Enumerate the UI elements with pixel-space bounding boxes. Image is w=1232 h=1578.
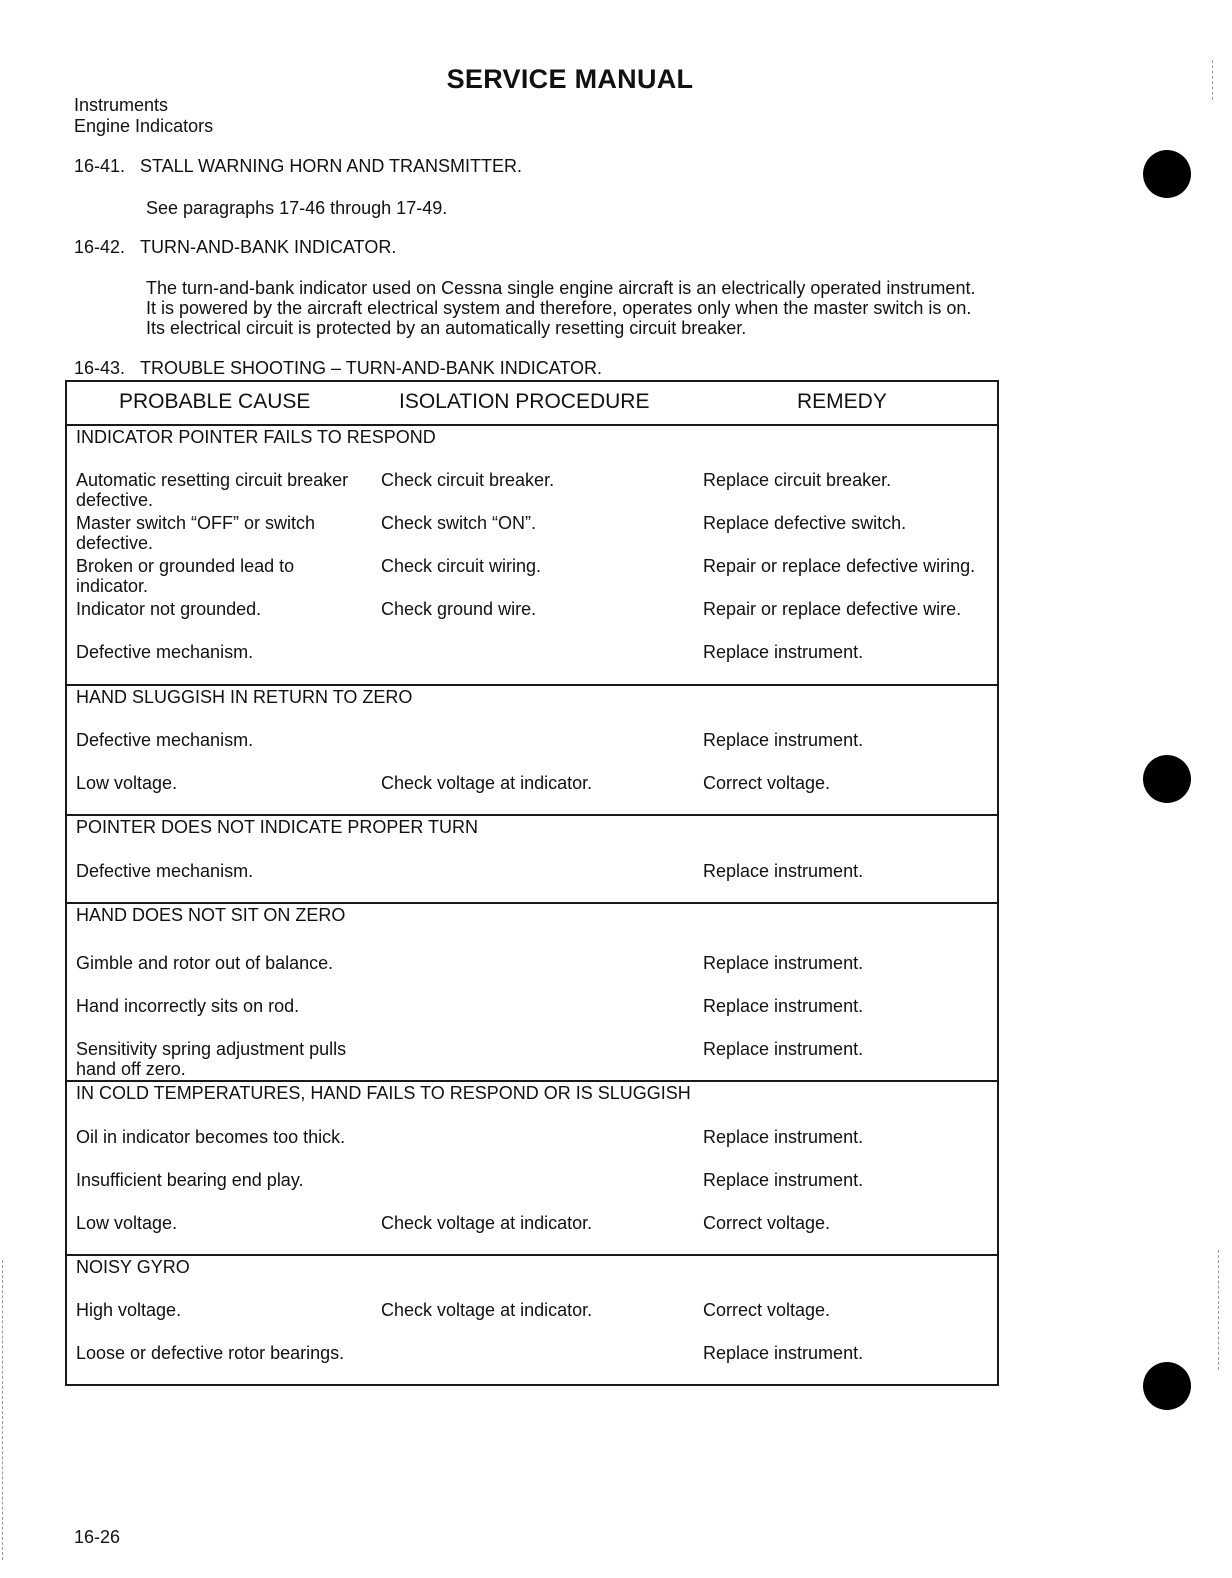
- cause-cell: Defective mechanism.: [76, 730, 254, 750]
- paragraph-heading: STALL WARNING HORN AND TRANSMITTER.: [140, 156, 523, 176]
- section-title: HAND DOES NOT SIT ON ZERO: [76, 905, 346, 925]
- section-divider: [67, 1080, 997, 1082]
- breadcrumb-section: Instruments: [74, 95, 169, 115]
- paragraph-heading: TURN-AND-BANK INDICATOR.: [140, 237, 397, 257]
- section-divider: [67, 684, 997, 686]
- cause-cell: Oil in indicator becomes too thick.: [76, 1127, 346, 1147]
- section-title: IN COLD TEMPERATURES, HAND FAILS TO RESPOND OR IS SLUGGISH: [76, 1083, 691, 1103]
- cause-cell: Defective mechanism.: [76, 861, 254, 881]
- page-title: SERVICE MANUAL: [446, 64, 694, 94]
- breadcrumb-subsection: Engine Indicators: [74, 116, 214, 136]
- cause-cell: Automatic resetting circuit breaker defective.: [76, 470, 349, 510]
- column-header-remedy: REMEDY: [797, 390, 887, 413]
- paragraph-heading-16-42: [74, 237, 396, 258]
- body-line: It is powered by the aircraft electrical system and therefore, operates only when the master switch is on.: [146, 298, 972, 318]
- binder-hole-icon: [1143, 1362, 1191, 1410]
- cause-cell: High voltage.: [76, 1300, 182, 1320]
- section-title: POINTER DOES NOT INDICATE PROPER TURN: [76, 817, 479, 837]
- paragraph-heading: TROUBLE SHOOTING – TURN-AND-BANK INDICATOR.: [140, 358, 603, 378]
- remedy-cell: Correct voltage.: [703, 1300, 831, 1320]
- remedy-cell: Replace instrument.: [703, 730, 864, 750]
- troubleshooting-table: [65, 380, 999, 1386]
- section-title: INDICATOR POINTER FAILS TO RESPOND: [76, 427, 436, 447]
- body-line: Its electrical circuit is protected by an automatically resetting circuit breaker.: [146, 318, 747, 338]
- remedy-cell: Repair or replace defective wire.: [703, 599, 962, 619]
- paragraph-number: 16-41.: [74, 156, 126, 176]
- procedure-cell: Check circuit breaker.: [381, 470, 555, 490]
- section-title: NOISY GYRO: [76, 1257, 190, 1277]
- remedy-cell: Replace instrument.: [703, 1343, 864, 1363]
- scan-edge-mark: [2, 1260, 3, 1560]
- remedy-cell: Replace instrument.: [703, 996, 864, 1016]
- cause-cell: Master switch “OFF” or switch defective.: [76, 513, 316, 553]
- scan-edge-mark: [1212, 60, 1213, 100]
- page-number: 16-26: [74, 1527, 121, 1547]
- cause-cell: Loose or defective rotor bearings.: [76, 1343, 345, 1363]
- remedy-cell: Correct voltage.: [703, 1213, 831, 1233]
- procedure-cell: Check ground wire.: [381, 599, 537, 619]
- scan-edge-mark: [1218, 1250, 1219, 1370]
- body-line: The turn-and-bank indicator used on Cessna single engine aircraft is an electrically operated instrument.: [146, 278, 976, 298]
- remedy-cell: Replace instrument.: [703, 1127, 864, 1147]
- paragraph-heading-16-43: [74, 358, 602, 379]
- section-divider: [67, 814, 997, 816]
- paragraph-heading-16-41: [74, 156, 522, 177]
- header-divider: [67, 424, 997, 426]
- cause-cell: Gimble and rotor out of balance.: [76, 953, 334, 973]
- remedy-cell: Replace defective switch.: [703, 513, 907, 533]
- remedy-cell: Replace instrument.: [703, 953, 864, 973]
- column-header-isolation-procedure: ISOLATION PROCEDURE: [399, 390, 650, 413]
- procedure-cell: Check switch “ON”.: [381, 513, 537, 533]
- procedure-cell: Check circuit wiring.: [381, 556, 542, 576]
- cause-cell: Low voltage.: [76, 773, 178, 793]
- remedy-cell: Replace instrument.: [703, 861, 864, 881]
- paragraph-body-16-41: See paragraphs 17-46 through 17-49.: [146, 198, 448, 218]
- binder-hole-icon: [1143, 755, 1191, 803]
- remedy-cell: Replace instrument.: [703, 1170, 864, 1190]
- column-header-probable-cause: PROBABLE CAUSE: [119, 390, 311, 413]
- procedure-cell: Check voltage at indicator.: [381, 773, 593, 793]
- paragraph-body-16-42: [146, 278, 1086, 338]
- cause-cell: Indicator not grounded.: [76, 599, 262, 619]
- remedy-cell: Replace circuit breaker.: [703, 470, 892, 490]
- remedy-cell: Correct voltage.: [703, 773, 831, 793]
- paragraph-number: 16-43.: [74, 358, 126, 378]
- binder-hole-icon: [1143, 150, 1191, 198]
- section-title: HAND SLUGGISH IN RETURN TO ZERO: [76, 687, 413, 707]
- remedy-cell: Replace instrument.: [703, 1039, 864, 1059]
- cause-cell: Insufficient bearing end play.: [76, 1170, 304, 1190]
- section-divider: [67, 1254, 997, 1256]
- cause-cell: Broken or grounded lead to indicator.: [76, 556, 295, 596]
- paragraph-number: 16-42.: [74, 237, 126, 257]
- remedy-cell: Replace instrument.: [703, 642, 864, 662]
- cause-cell: Hand incorrectly sits on rod.: [76, 996, 300, 1016]
- cause-cell: Low voltage.: [76, 1213, 178, 1233]
- procedure-cell: Check voltage at indicator.: [381, 1213, 593, 1233]
- remedy-cell: Repair or replace defective wiring.: [703, 556, 976, 576]
- section-divider: [67, 902, 997, 904]
- cause-cell: Defective mechanism.: [76, 642, 254, 662]
- procedure-cell: Check voltage at indicator.: [381, 1300, 593, 1320]
- cause-cell: Sensitivity spring adjustment pulls hand off zero.: [76, 1039, 347, 1079]
